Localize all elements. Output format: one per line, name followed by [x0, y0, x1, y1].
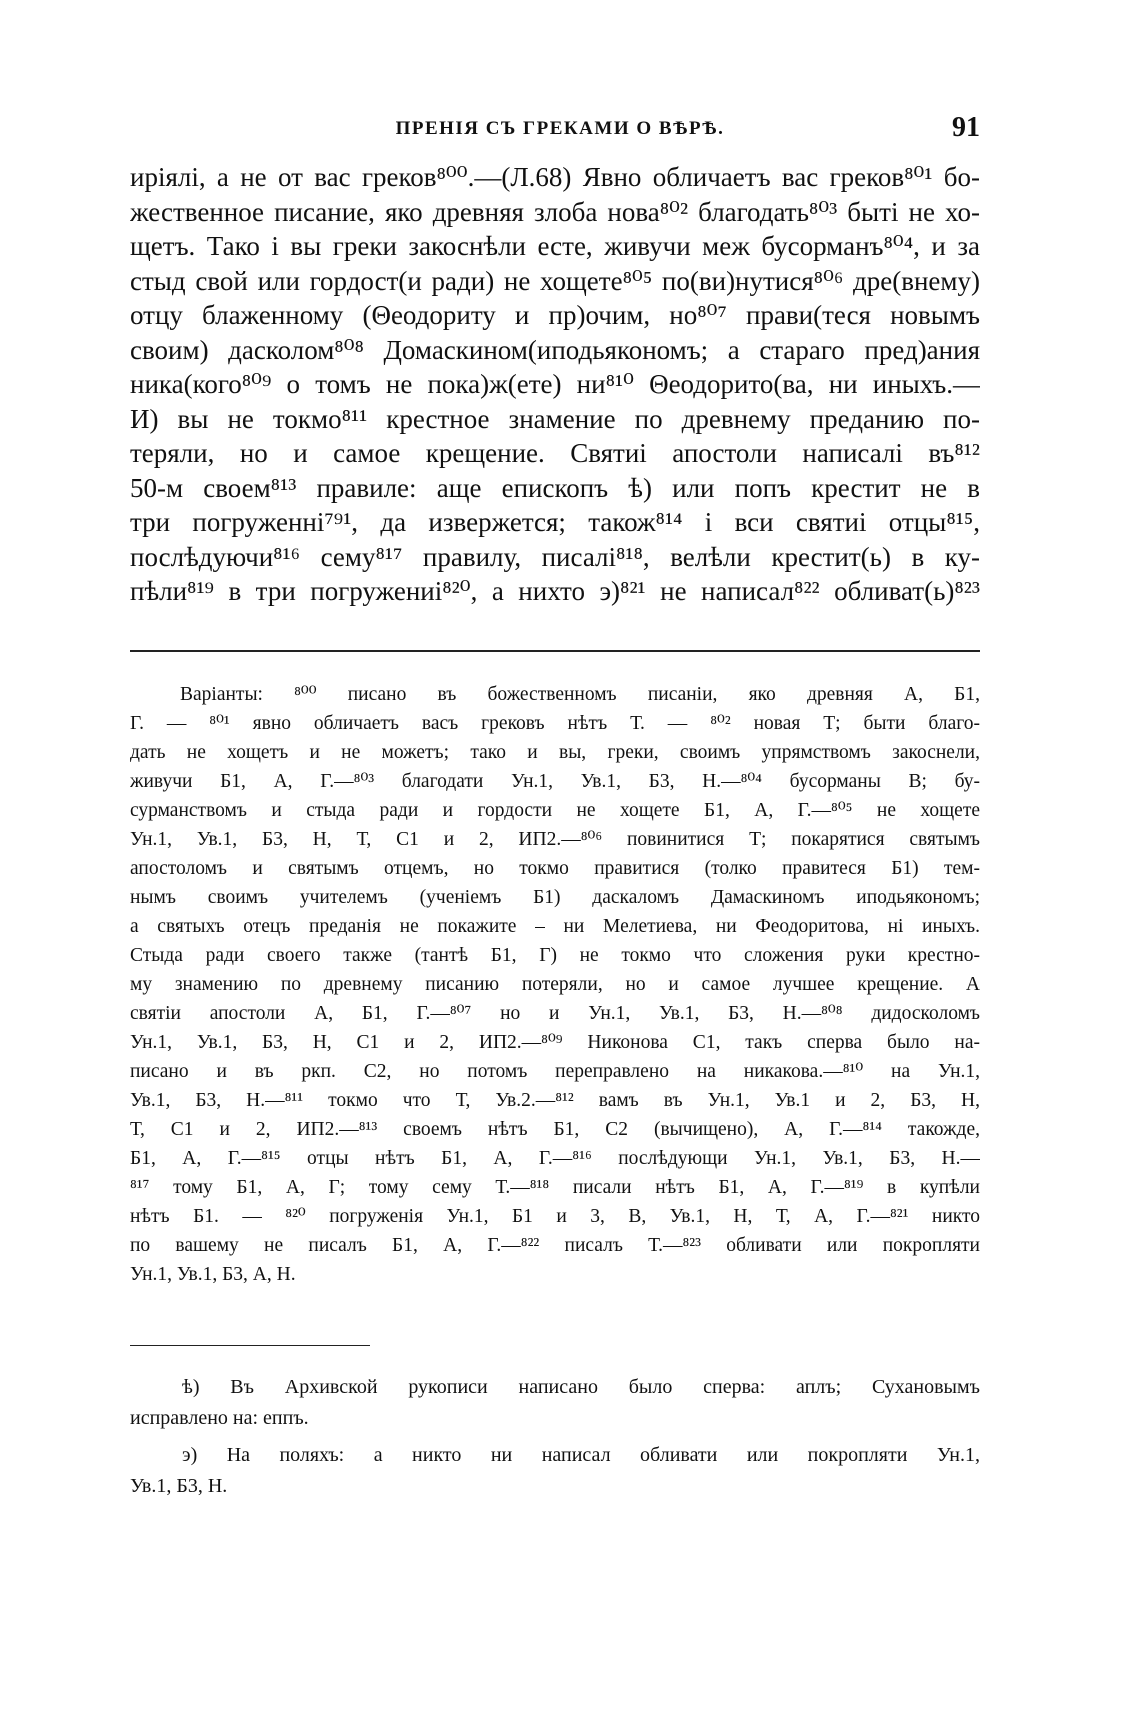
- main-text-line: три погруженні⁷⁹¹, да извержется; також⁸¹⁴ і вси святиі отцы⁸¹⁵,: [130, 507, 980, 537]
- main-text-line: пѣли⁸¹⁹ в три погружениі⁸²⁰, а нихто э)⁸²¹ не написал⁸²² обливат(ь)⁸²³: [130, 576, 980, 606]
- footnote-line: э) На поляхъ: а никто ни написал обливати или покропляти Ун.1,: [182, 1444, 980, 1466]
- variant-line: Варіанты: ⁸⁰⁰ писано въ божественномъ писаніи, яко древняя А, Б1,: [180, 684, 980, 705]
- variant-line: му знамению по древнему писанию потеряли, но и самое лучшее крещение. А: [130, 974, 980, 995]
- footnote-line: исправлено на: еппъ.: [130, 1407, 309, 1429]
- footnote-line: ѣ) Въ Архивской рукописи написано было сперва: аплъ; Сухановымъ: [182, 1376, 980, 1398]
- main-text: [130, 160, 980, 609]
- variant-line: живучи Б1, А, Г.—⁸⁰³ благодати Ун.1, Ув.1, Б3, Н.—⁸⁰⁴ бусорманы В; бу-: [130, 771, 980, 792]
- variant-line: Б1, А, Г.—⁸¹⁵ отцы нѣтъ Б1, А, Г.—⁸¹⁶ послѣдующи Ун.1, Ув.1, Б3, Н.—: [130, 1148, 980, 1169]
- variant-line: апостоломъ и святымъ отцемъ, но токмо правитися (толко правитеся Б1) тем-: [130, 858, 980, 879]
- variant-line: дать не хощетъ и не можетъ; тако и вы, греки, своимъ упрямствомъ закоснели,: [130, 742, 980, 763]
- variant-line: писано и въ ркп. С2, но потомъ переправлено на никакова.—⁸¹⁰ на Ун.1,: [130, 1061, 980, 1082]
- variant-line: Ув.1, Б3, Н.—⁸¹¹ токмо что Т, Ув.2.—⁸¹² вамъ въ Ун.1, Ув.1 и 2, Б3, Н,: [130, 1090, 980, 1111]
- variant-line: нѣтъ Б1. — ⁸²⁰ погруженія Ун.1, Б1 и 3, В, Ув.1, Н, Т, А, Г.—⁸²¹ никто: [130, 1206, 980, 1227]
- main-text-line: ника(кого⁸⁰⁹ о томъ не пока)ж(ете) ни⁸¹⁰ Θеодорито(ва, ни иныхъ.—: [130, 369, 980, 399]
- page-number: 91: [952, 112, 980, 143]
- variant-line: нымъ своимъ учителемъ (ученіемъ Б1) даскаломъ Дамаскиномъ иподьякономъ;: [130, 887, 980, 908]
- variant-line: по вашему не писалъ Б1, А, Г.—⁸²² писалъ Т.—⁸²³ обливати или покропляти: [130, 1235, 980, 1256]
- main-text-line: жественное писание, яко древняя злоба нова⁸⁰² благодать⁸⁰³ быті не хо-: [130, 196, 980, 227]
- variant-line: Стыда ради своего также (тантѣ Б1, Г) не токмо что сложения руки крестно-: [130, 945, 980, 966]
- variant-line: Ун.1, Ув.1, Б3, Н, Т, С1 и 2, ИП2.—⁸⁰⁶ повинитися Т; покарятися святымъ: [130, 829, 980, 850]
- variant-line: сурманствомъ и стыда ради и гордости не хощете Б1, А, Г.—⁸⁰⁵ не хощете: [130, 800, 980, 821]
- main-text-line: И) вы не токмо⁸¹¹ крестное знамение по древнему преданию по-: [130, 403, 980, 434]
- main-text-line: иріялі, а не от вас греков⁸⁰⁰.—(Л.68) Явно обличаетъ вас греков⁸⁰¹ бо-: [130, 162, 980, 192]
- footnote-line: Ув.1, Б3, Н.: [130, 1475, 228, 1497]
- variants-apparatus: [130, 680, 980, 1289]
- running-head: [140, 112, 980, 142]
- main-text-line: стыд свой или гордост(и ради) не хощете⁸⁰⁵ по(ви)нутися⁸⁰⁶ дре(внему): [130, 265, 980, 296]
- footnotes: [130, 1372, 980, 1502]
- main-text-line: своим) дасколом⁸⁰⁸ Домаскином(иподьякономъ; а стараго пред)ания: [130, 334, 980, 365]
- variant-line: святіи апостоли А, Б1, Г.—⁸⁰⁷ но и Ун.1, Ув.1, Б3, Н.—⁸⁰⁸ дидосколомъ: [130, 1003, 980, 1024]
- main-text-line: отцу блаженному (Θеодориту и пр)очим, но⁸⁰⁷ прави(теся новымъ: [130, 300, 980, 330]
- variant-line: Ун.1, Ув.1, Б3, Н, С1 и 2, ИП2.—⁸⁰⁹ Никонова С1, такъ сперва было на-: [130, 1032, 980, 1053]
- variant-line: Г. — ⁸⁰¹ явно обличаетъ васъ грековъ нѣтъ Т. — ⁸⁰² новая Т; быти благо-: [130, 713, 980, 734]
- footnote-divider: [130, 1345, 370, 1346]
- variant-line: Ун.1, Ув.1, Б3, А, Н.: [130, 1264, 296, 1285]
- main-text-line: теряли, но и самое крещение. Святиі апостоли написалі въ⁸¹²: [130, 438, 980, 468]
- variant-line: а святыхъ отецъ преданія не покажите – ни Мелетиева, ни Феодоритова, ні иныхъ.: [130, 916, 980, 937]
- main-text-line: 50-м своем⁸¹³ правиле: аще епископъ ѣ) или попъ крестит не в: [130, 472, 980, 503]
- variant-line: Т, С1 и 2, ИП2.—⁸¹³ своемъ нѣтъ Б1, С2 (вычищено), А, Г.—⁸¹⁴ такожде,: [130, 1119, 980, 1140]
- section-divider: [130, 650, 980, 652]
- running-title: ПРЕНІЯ СЪ ГРЕКАМИ О ВѢРѢ.: [395, 118, 725, 139]
- main-text-line: щетъ. Тако і вы греки закоснѣли есте, живучи меж бусорманъ⁸⁰⁴, и за: [130, 231, 980, 261]
- main-text-line: послѣдуючи⁸¹⁶ сему⁸¹⁷ правилу, писалі⁸¹⁸, велѣли крестит(ь) в ку-: [130, 541, 980, 572]
- variant-line: ⁸¹⁷ тому Б1, А, Г; тому сему Т.—⁸¹⁸ писали нѣтъ Б1, А, Г.—⁸¹⁹ в купѣли: [130, 1177, 980, 1198]
